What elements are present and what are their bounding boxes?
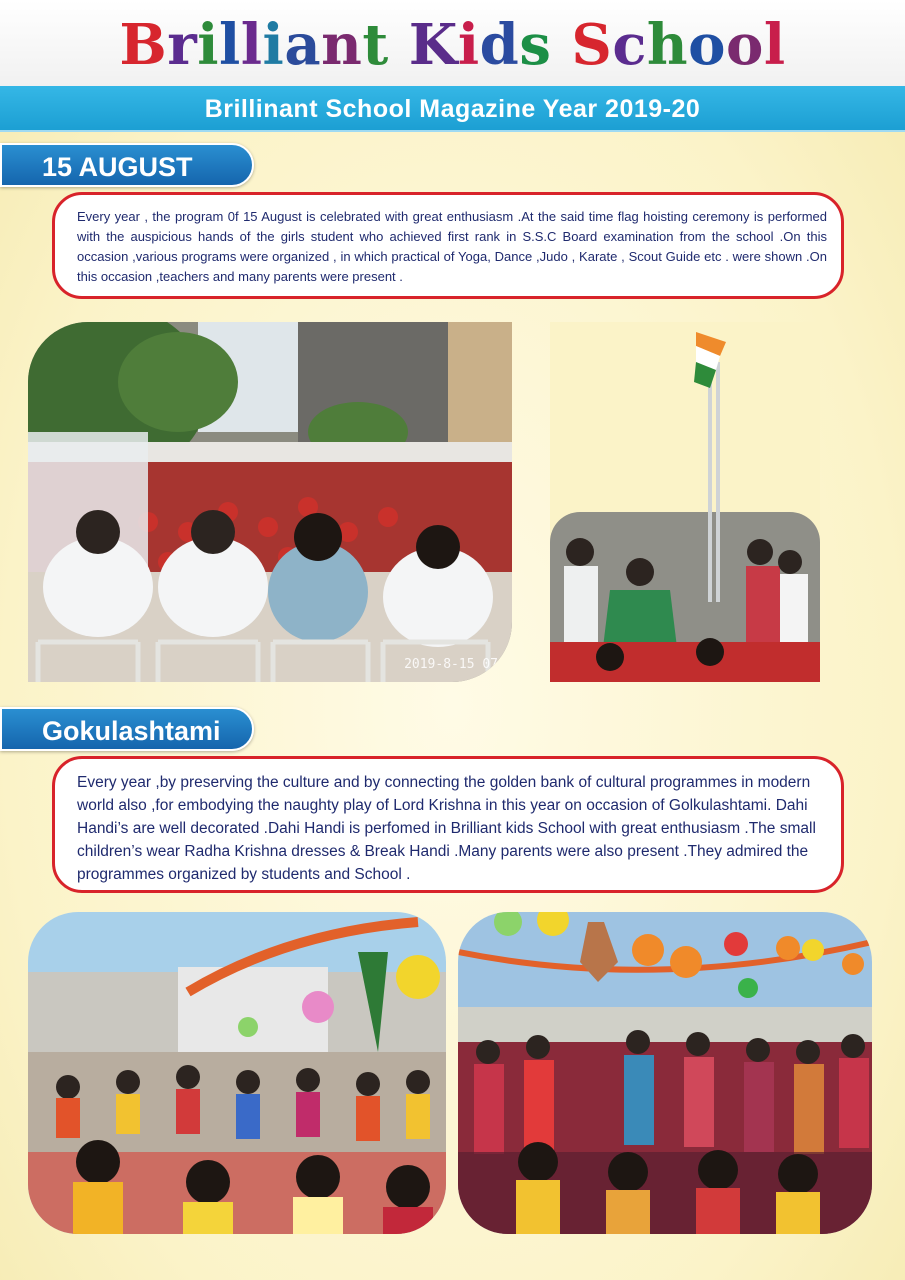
section-heading-15-august: 15 AUGUST <box>0 143 254 187</box>
title-letter: S <box>571 12 613 78</box>
title-letter: l <box>240 12 263 78</box>
photo-dahi-handi-women <box>458 912 872 1234</box>
title-letter: h <box>646 12 689 78</box>
title-letter: i <box>457 12 480 78</box>
photo-dahi-handi-children <box>28 912 446 1234</box>
section-text-15-august <box>52 192 844 299</box>
masthead <box>0 0 905 86</box>
section-heading-gokulashtami: Gokulashtami <box>0 707 254 751</box>
title-letter <box>389 10 409 80</box>
section-body-gokulashtami: Every year ,by preserving the culture and by connecting the golden bank of cultural programmes in modern world also ,for embodying the naughty play of Lord Krishna in this year on occasion of Golkulashtami. Dahi Handi’s are well decorated .Dahi Handi is perfomed in Brilliant kids School with great enthusiasm .The small children’s wear Radha Krishna dresses & Break Handi .Many parents were also present .They admired the programmes organized by students and School . <box>77 774 816 883</box>
title-letter: n <box>321 12 363 78</box>
section-body-15-august: Every year , the program 0f 15 August is celebrated with great enthusiasm .At the said time flag hoisting ceremony is performed with the auspicious hands of the girls student who achieved first rank in S.S.C Board examination from the school .On this occasion ,various programs were organized , in which practical of Yoga, Dance ,Judo , Karate , Scout Guide etc . were shown .On this occasion ,teachers and many parents were present . <box>77 209 827 284</box>
photo-timestamp: 2019-8-15 07 <box>404 657 498 672</box>
title-letter: B <box>119 12 168 78</box>
photo-assembly <box>28 322 512 682</box>
title-letter: r <box>167 12 198 78</box>
title-letter: o <box>688 12 726 78</box>
title-letter: a <box>284 12 322 78</box>
title-letter: s <box>519 12 552 78</box>
title-letter: i <box>262 12 285 78</box>
title-letter: l <box>763 12 786 78</box>
title-letter: l <box>218 12 241 78</box>
magazine-subtitle: Brillinant School Magazine Year 2019-20 <box>0 86 905 132</box>
title-letter: c <box>612 12 647 78</box>
section-text-gokulashtami <box>52 756 844 893</box>
title-letter: o <box>726 12 764 78</box>
title-letter <box>551 10 571 80</box>
title-letter: t <box>362 12 389 78</box>
school-title <box>0 10 905 80</box>
title-letter: d <box>479 12 520 78</box>
title-letter: K <box>408 12 458 78</box>
photo-flag-hoisting <box>550 322 820 682</box>
title-letter: i <box>197 12 219 78</box>
